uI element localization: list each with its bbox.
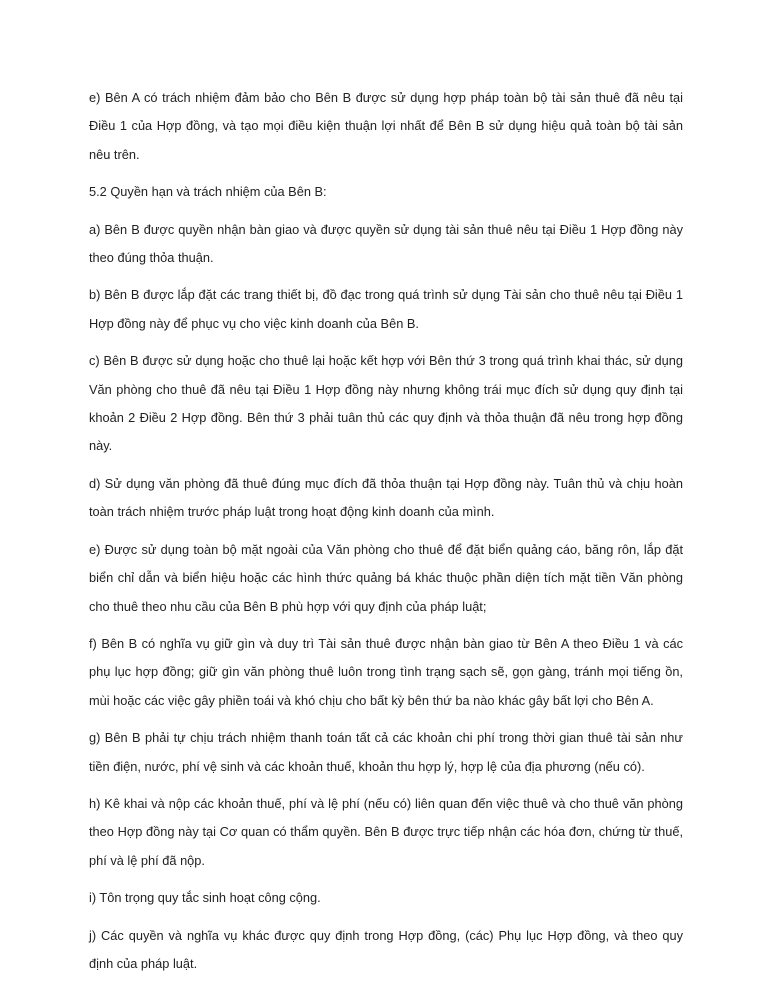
document-page xyxy=(89,84,683,987)
clause-5-2-f: f) Bên B có nghĩa vụ giữ gìn và duy trì Tài sản thuê được nhận bàn giao từ Bên A theo Điều 1 và các phụ lục hợp đồng; giữ gìn văn phòng thuê luôn trong tình trạng sạch sẽ, gọn gàng, tránh mọi tiếng ồn, mùi hoặc các việc gây phiền toái và khó chịu cho bất kỳ bên thứ ba nào khác gây bất lợi cho Bên A. xyxy=(89,635,683,708)
clause-5-2-h: h) Kê khai và nộp các khoản thuế, phí và lệ phí (nếu có) liên quan đến việc thuê và cho thuê văn phòng theo Hợp đồng này tại Cơ quan có thẩm quyền. Bên B được trực tiếp nhận các hóa đơn, chứng từ thuế, phí và lệ phí đã nộp. xyxy=(89,795,683,868)
clause-5-2-j: j) Các quyền và nghĩa vụ khác được quy định trong Hợp đồng, (các) Phụ lục Hợp đồng, và theo quy định của pháp luật. xyxy=(89,927,683,971)
clause-5-2-e: e) Được sử dụng toàn bộ mặt ngoài của Văn phòng cho thuê để đặt biển quảng cáo, băng rôn, lắp đặt biển chỉ dẫn và biển hiệu hoặc các hình thức quảng bá khác thuộc phần diện tích mặt tiền Văn phòng cho thuê theo nhu cầu của Bên B phù hợp với quy định của pháp luật; xyxy=(89,541,683,614)
clause-5-2-g: g) Bên B phải tự chịu trách nhiệm thanh toán tất cả các khoản chi phí trong thời gian thuê tài sản như tiền điện, nước, phí vệ sinh và các khoản thuế, khoản thu hợp lý, hợp lệ của địa phương (nếu có). xyxy=(89,730,683,774)
clause-5-1-e: e) Bên A có trách nhiệm đảm bảo cho Bên B được sử dụng hợp pháp toàn bộ tài sản thuê đã nêu tại Điều 1 của Hợp đồng, và tạo mọi điều kiện thuận lợi nhất để Bên B sử dụng hiệu quả toàn bộ tài sản nêu trên. xyxy=(89,90,683,162)
clause-5-2-d: d) Sử dụng văn phòng đã thuê đúng mục đích đã thỏa thuận tại Hợp đồng này. Tuân thủ và chịu hoàn toàn trách nhiệm trước pháp luật trong hoạt động kinh doanh của mình. xyxy=(89,475,683,520)
clause-5-2-b: b) Bên B được lắp đặt các trang thiết bị, đồ đạc trong quá trình sử dụng Tài sản cho thuê nêu tại Điều 1 Hợp đồng này để phục vụ cho việc kinh doanh của Bên B. xyxy=(89,287,683,331)
clause-5-2-c: c) Bên B được sử dụng hoặc cho thuê lại hoặc kết hợp với Bên thứ 3 trong quá trình khai thác, sử dụng Văn phòng cho thuê đã nêu tại Điều 1 Hợp đồng này nhưng không trái mục đích sử dụng quy định tại khoản 2 Điều 2 Hợp đồng. Bên thứ 3 phải tuân thủ các quy định và thỏa thuận đã nêu trong hợp đồng này. xyxy=(89,353,683,454)
section-heading-5-2: 5.2 Quyền hạn và trách nhiệm của Bên B: xyxy=(89,184,327,200)
clause-5-2-a: a) Bên B được quyền nhận bàn giao và được quyền sử dụng tài sản thuê nêu tại Điều 1 Hợp đồng này theo đúng thỏa thuận. xyxy=(89,221,683,266)
clause-5-2-i: i) Tôn trọng quy tắc sinh hoạt công cộng. xyxy=(89,890,321,906)
